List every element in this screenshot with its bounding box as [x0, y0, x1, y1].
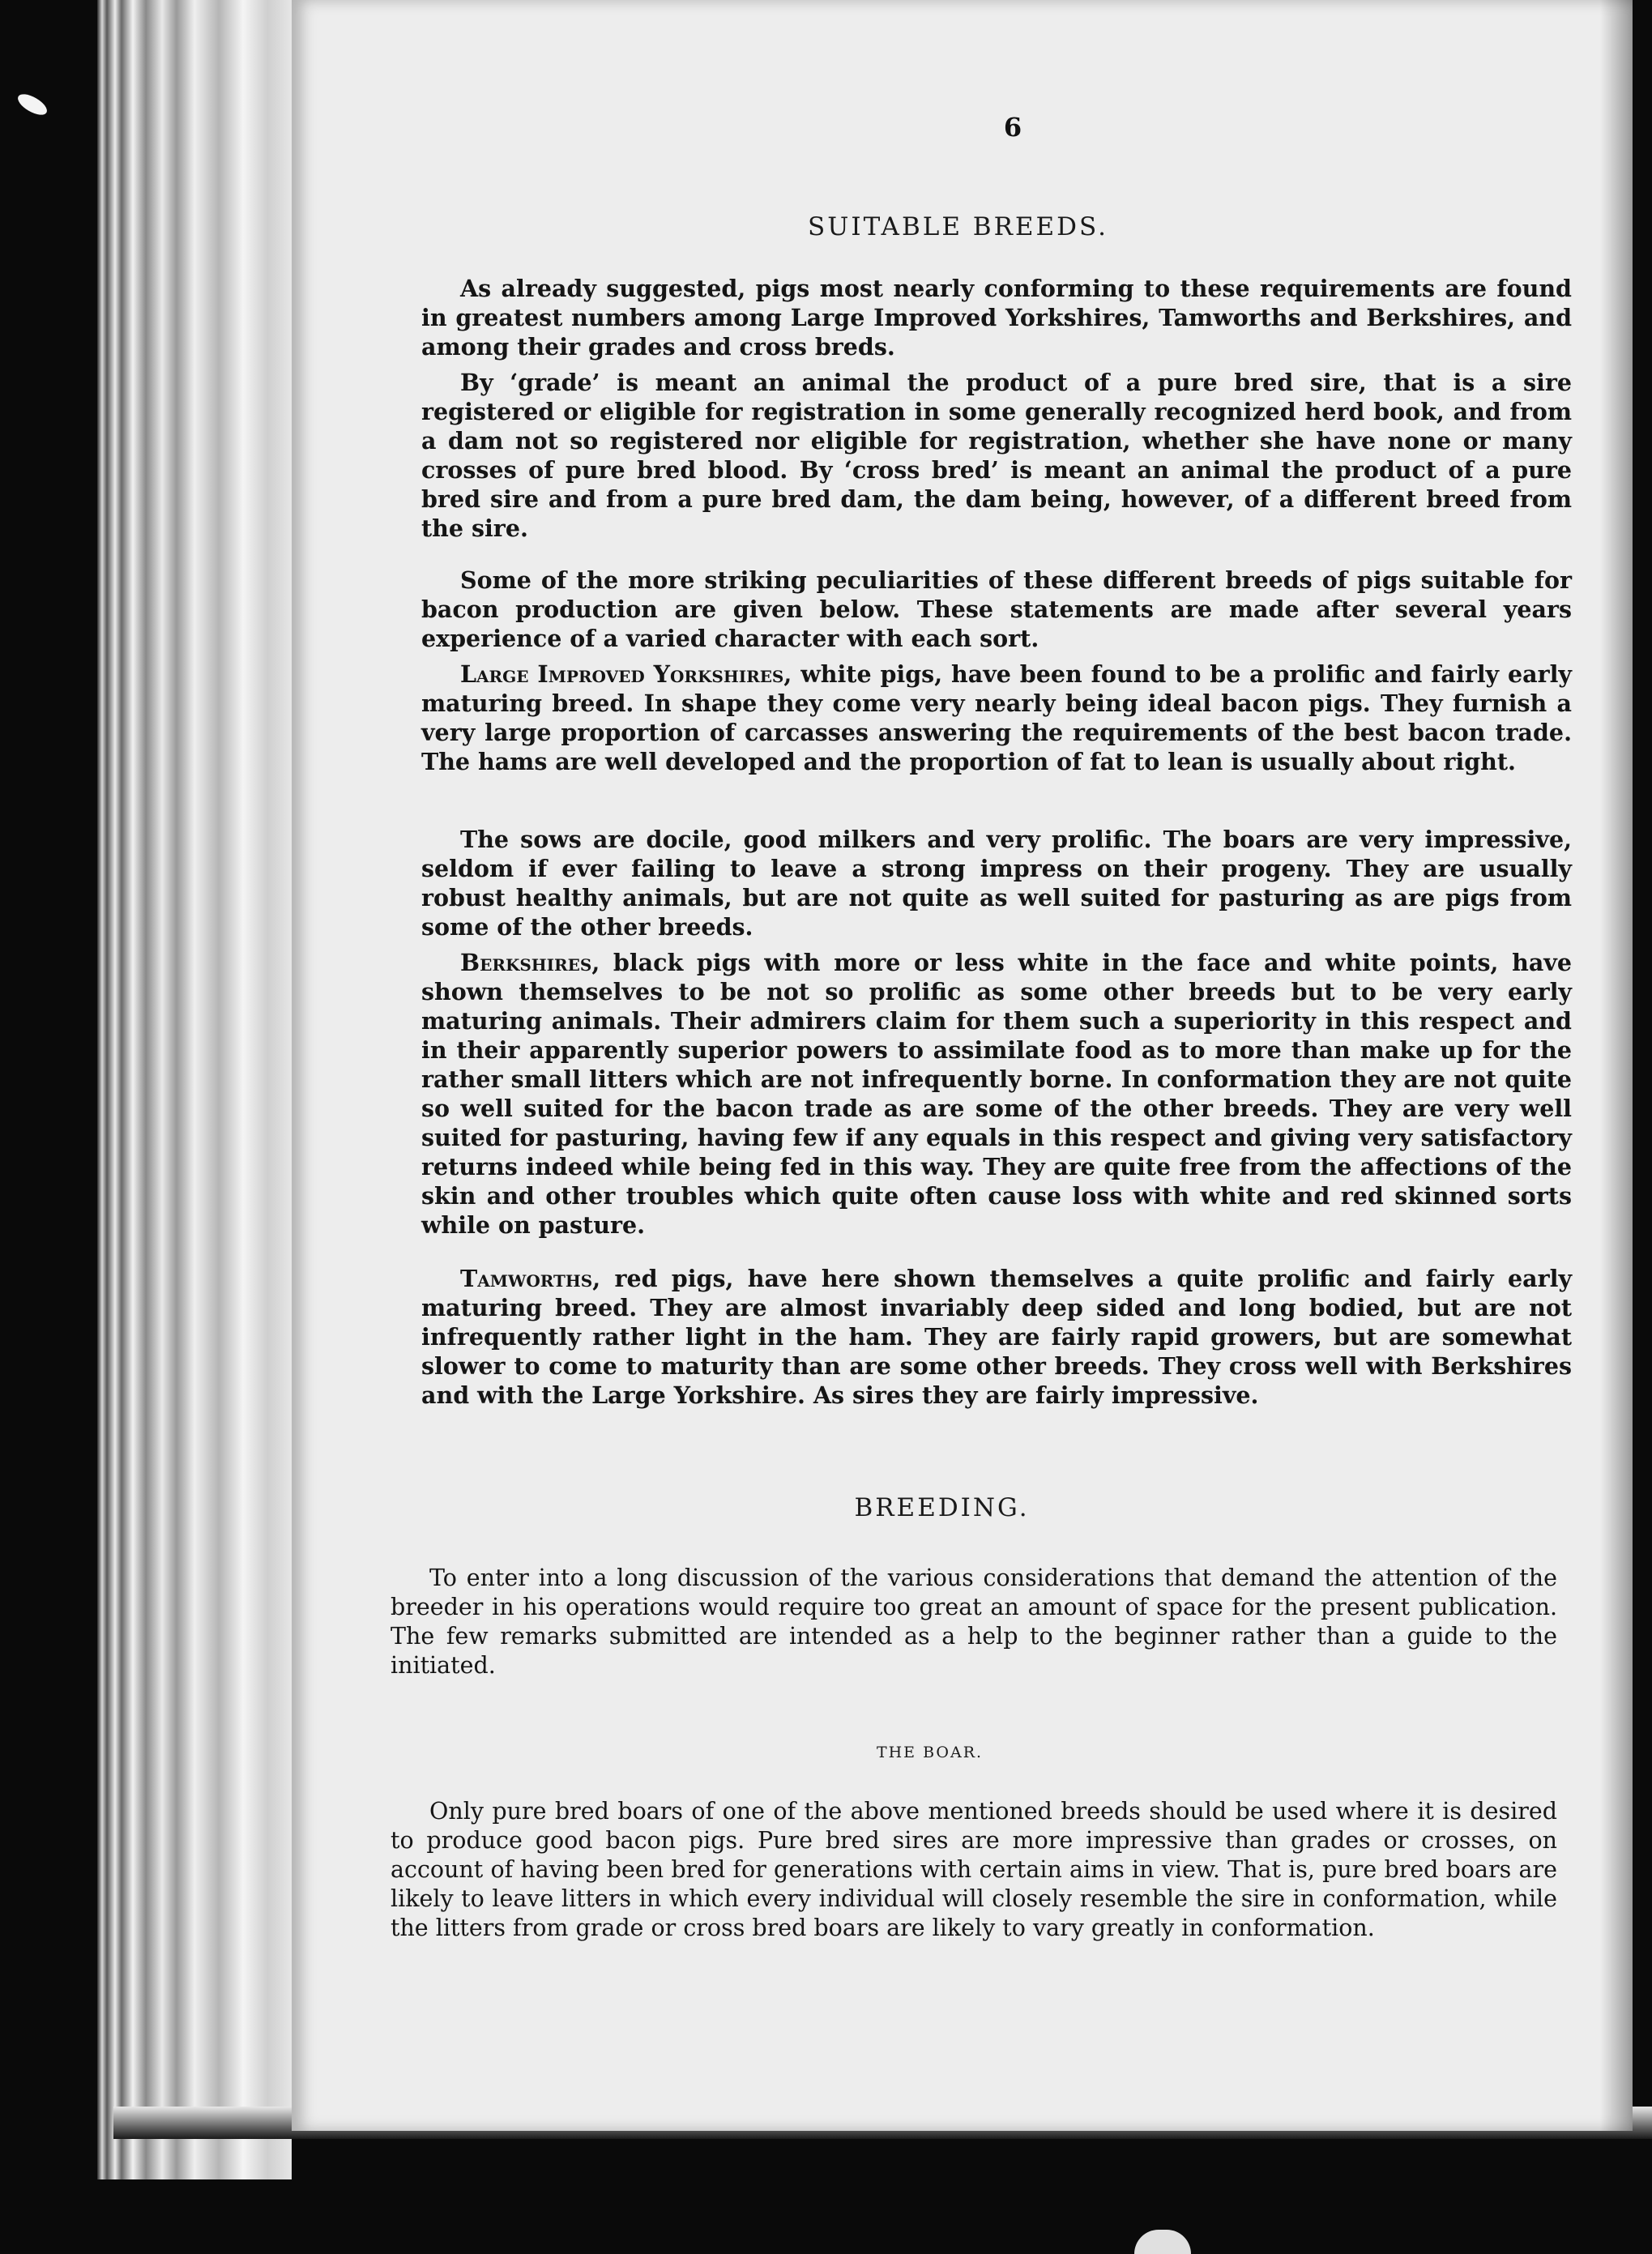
paragraph-text: The sows are docile, good milkers and very prolific. The boars are very impressive, seldom if ever failing to leave a strong impress on their progeny. They are usually robust healthy animals, but are not quite as well suited for pasturing as are pigs from some of the other breeds. — [421, 826, 1572, 941]
paragraph — [421, 825, 1572, 941]
paragraph — [421, 566, 1572, 653]
breed-name-berkshires: Berkshires, — [460, 949, 600, 976]
paragraph-text: Only pure bred boars of one of the above mentioned breeds should be used where it is desired to produce good bacon pigs. Pure bred sires are more impressive than grades or crosses, on account of having been bred for generations with certain aims in view. That is, pure bred boars are likely to leave litters in which every individual will closely resemble the sire in conformation, while the litters from grade or cross bred boars are likely to vary greatly in conformation. — [391, 1798, 1557, 1941]
breed-name-tamworths: Tamworths, — [460, 1265, 601, 1292]
subheading-the-boar: THE BOAR. — [876, 1744, 984, 1761]
document-page — [292, 0, 1633, 2131]
paragraph — [421, 660, 1572, 776]
section-heading-breeding: BREEDING. — [854, 1493, 1030, 1522]
paragraph-text: To enter into a long discussion of the various considerations that demand the attention of the breeder in his operations would require too great an amount of space for the present publication. The few remarks submitted are intended as a help to the beginner rather than a guide to the initiated. — [391, 1565, 1557, 1679]
paragraph — [421, 1264, 1572, 1410]
paragraph-text: By ‘grade’ is meant an animal the product of a pure bred sire, that is a sire registered or eligible for registration in some generally recognized herd book, and from a dam not so registered nor eligible for registration, whether she have none or many crosses of pure bred blood. By ‘cross bred’ is meant an animal the product of a pure bred sire and from a pure bred dam, the dam being, however, of a different breed from the sire. — [421, 369, 1572, 542]
page-shadow — [1600, 0, 1633, 2131]
paragraph-text: Some of the more striking peculiarities of these different breeds of pigs suitable for bacon production are given below. These statements are made after several years experience of a varied character with each sort. — [421, 566, 1572, 652]
book-binding — [97, 0, 292, 2179]
paragraph — [391, 1564, 1557, 1680]
paragraph — [391, 1797, 1557, 1943]
paragraph-text: red pigs, have here shown themselves a quite prolific and fairly early maturing breed. They are almost invariably deep sided and long bodied, but are not infrequently rather light in the ham. They are fairly rapid growers, but are somewhat slower to come to maturity than are some other breeds. They cross well with Berkshires and with the Large Yorkshire. As sires they are fairly impressive. — [421, 1265, 1572, 1409]
paragraph-text: black pigs with more or less white in the face and white points, have shown themselves to be not so prolific as some other breeds but to be very early maturing animals. Their admirers claim for them such a superiority in this respect and in their apparently superior powers to assimilate food as to more than make up for the rather small litters which are not infrequently borne. In conformation they are not quite so well suited for the bacon trade as are some of the other breeds. They are very well suited for pasturing, having few if any equals in this respect and giving very satisfactory returns indeed while being fed in this way. They are quite free from the affections of the skin and other troubles which quite often cause loss with white and red skinned sorts while on pasture. — [421, 949, 1572, 1239]
paragraph-text: As already suggested, pigs most nearly conforming to these requirements are found in greatest numbers among Large Improved Yorkshires, Tamworths and Berkshires, and among their grades and cross breds. — [421, 275, 1572, 361]
section-heading-suitable-breeds: SUITABLE BREEDS. — [807, 212, 1109, 241]
paragraph — [421, 368, 1572, 543]
breed-name-yorkshires: Large Improved Yorkshires, — [460, 660, 792, 688]
paragraph — [421, 948, 1572, 1240]
page-number: 6 — [1003, 112, 1022, 143]
paragraph — [421, 274, 1572, 361]
paragraph-text: white pigs, have been found to be a prolific and fairly early maturing breed. In shape they come very nearly being ideal bacon pigs. They furnish a very large proportion of carcasses answering the requirements of the best bacon trade. The hams are well developed and the proportion of fat to lean is usually about right. — [421, 660, 1572, 775]
